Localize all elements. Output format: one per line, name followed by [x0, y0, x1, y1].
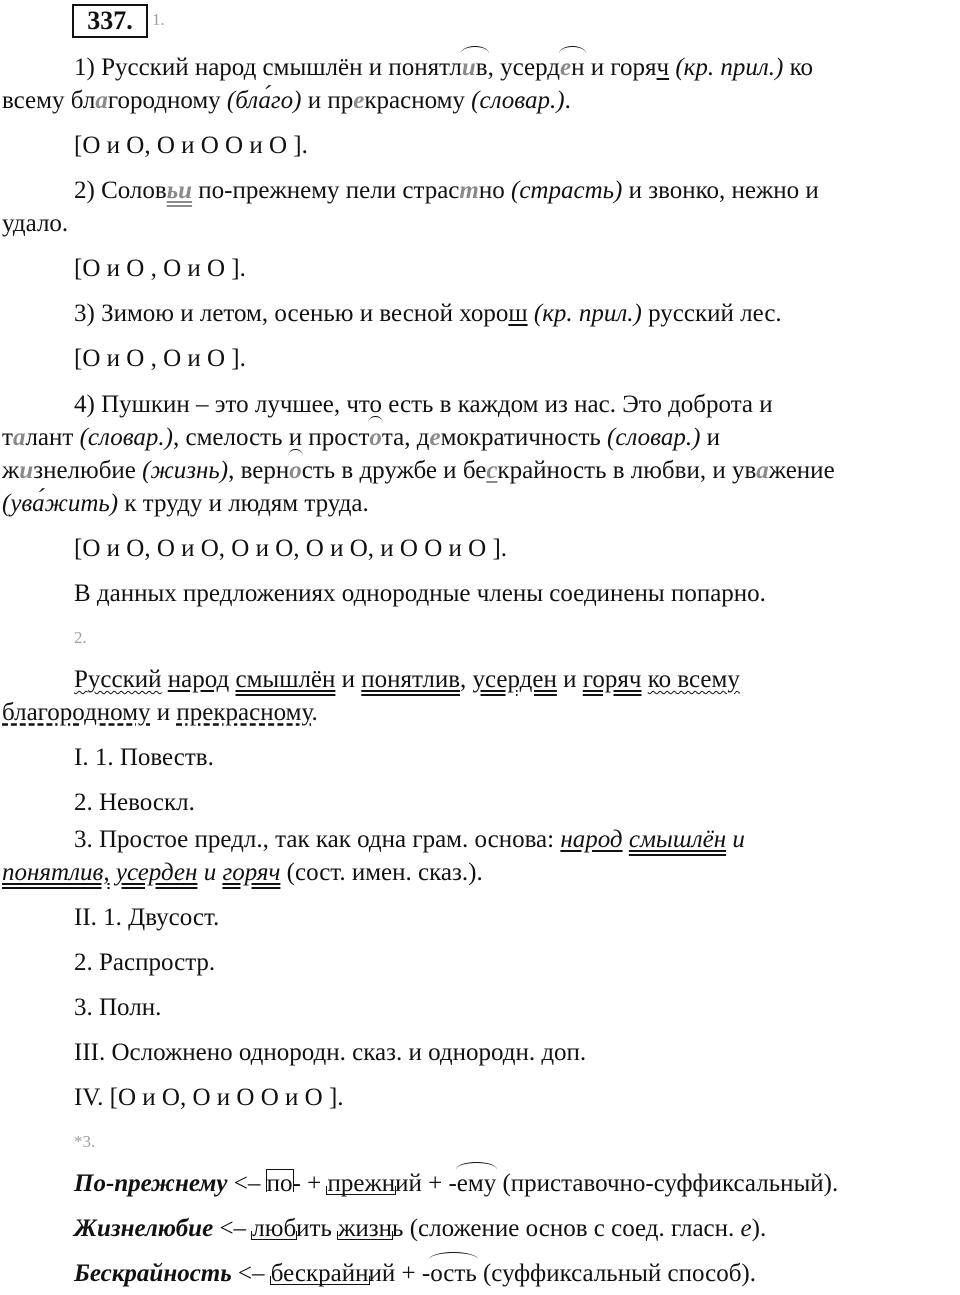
char-i-1: I. 1. Повеств. — [74, 744, 214, 771]
sentence-2-line-1: 2) Соловьи по-прежнему пели страстно (страсть) и звонко, нежно и — [74, 177, 819, 204]
word-formation-2: Жизнелюбие <– любить жизнь (сложение основ с соед. гласн. е). — [74, 1215, 767, 1242]
word-formation-3: Бескрайность <– бескрайний + -ость (суффиксальный способ). — [74, 1260, 756, 1287]
char-i-3-line-2: понятлив, усерден и горяч (сост. имен. сказ.). — [2, 859, 483, 886]
section-1-label: 1. — [152, 10, 165, 29]
scheme-4: [О и О, О и О, О и О, О и О, и О О и О ]. — [74, 535, 508, 562]
scheme-1: [О и О, О и О О и О ]. — [74, 132, 308, 159]
scheme-2: [О и О , О и О ]. — [74, 255, 246, 282]
char-iv: IV. [О и О, О и О О и О ]. — [74, 1084, 344, 1111]
char-ii-3: 3. Полн. — [74, 994, 162, 1021]
sentence-1-line-1: 1) Русский народ смышлён и понятлив, усерден и горяч (кр. прил.) ко — [74, 54, 813, 81]
char-iii: III. Осложнено однородн. сказ. и однородн. доп. — [74, 1039, 587, 1066]
char-i-2: 2. Невоскл. — [74, 789, 195, 816]
char-i-3-line-1: 3. Простое предл., так как одна грам. основа: народ смышлён и — [74, 826, 745, 853]
char-ii-1: II. 1. Двусост. — [74, 904, 220, 931]
sentence-1-line-2: всему благородному (бла́го) и прекрасному (словар.). — [2, 87, 571, 114]
sentence-3: 3) Зимою и летом, осенью и весной хорош (кр. прил.) русский лес. — [74, 300, 782, 327]
sentence-2-line-2: удало. — [2, 210, 69, 237]
section-3-label: *3. — [74, 1132, 96, 1151]
conclusion: В данных предложениях однородные члены соединены попарно. — [74, 580, 766, 607]
word-formation-1: По-прежнему <– по- + прежний + -ему (приставочно-суффиксальный). — [74, 1170, 839, 1197]
section-2-label: 2. — [74, 628, 87, 647]
scheme-3: [О и О , О и О ]. — [74, 345, 246, 372]
sentence-4-line-2: талант (словар.), смелость и простота, демократичность (словар.) и — [2, 424, 721, 451]
sentence-4-line-4: (ува́жить) к труду и людям труда. — [2, 490, 369, 517]
parsed-line-1: Русский народ смышлён и понятлив, усерден и горяч ко всему — [74, 666, 740, 693]
sentence-4-line-3: жизнелюбие (жизнь), верность в дружбе и бескрайность в любви, и уважение — [2, 457, 835, 484]
sentence-4-line-1: 4) Пушкин – это лучшее, что есть в каждом из нас. Это доброта и — [74, 391, 773, 418]
char-ii-2: 2. Распростр. — [74, 949, 216, 976]
exercise-number: 337. — [72, 4, 148, 38]
parsed-line-2: благородному и прекрасному. — [2, 699, 318, 726]
